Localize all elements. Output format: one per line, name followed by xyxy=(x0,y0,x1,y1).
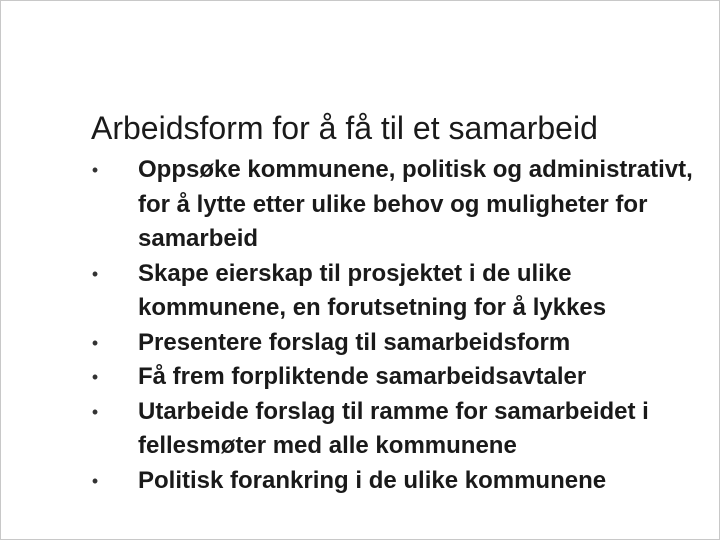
list-item xyxy=(85,464,695,499)
bullet-point-icon: • xyxy=(91,367,99,387)
bullet-text: Presentere forslag til samarbeidsform xyxy=(138,328,571,356)
bullet-text: Politisk forankring i de ulike kommunene xyxy=(138,466,607,494)
list-item xyxy=(85,395,695,464)
bullet-text: Skape eierskap til prosjektet i de ulike kommunene, en forutsetning for å lykkes xyxy=(138,259,607,321)
bullet-text: Oppsøke kommunene, politisk og administrativt, for å lytte etter ulike behov og muligheter for samarbeid xyxy=(138,156,693,252)
bullet-point-icon: • xyxy=(91,332,99,353)
bullet-point-icon: • xyxy=(91,160,99,180)
list-item xyxy=(85,257,695,326)
bullet-point-icon: • xyxy=(91,263,99,284)
bullet-point-icon: • xyxy=(91,401,99,422)
list-item xyxy=(85,153,695,257)
list-item xyxy=(85,326,695,361)
slide-title: Arbeidsform for å få til et samarbeid xyxy=(91,110,598,147)
bullet-list xyxy=(85,153,695,498)
bullet-text: Få frem forpliktende samarbeidsavtaler xyxy=(138,363,587,390)
bullet-point-icon: • xyxy=(91,470,99,491)
list-item xyxy=(85,360,695,395)
bullet-text: Utarbeide forslag til ramme for samarbeidet i fellesmøter med alle kommunene xyxy=(138,397,649,459)
